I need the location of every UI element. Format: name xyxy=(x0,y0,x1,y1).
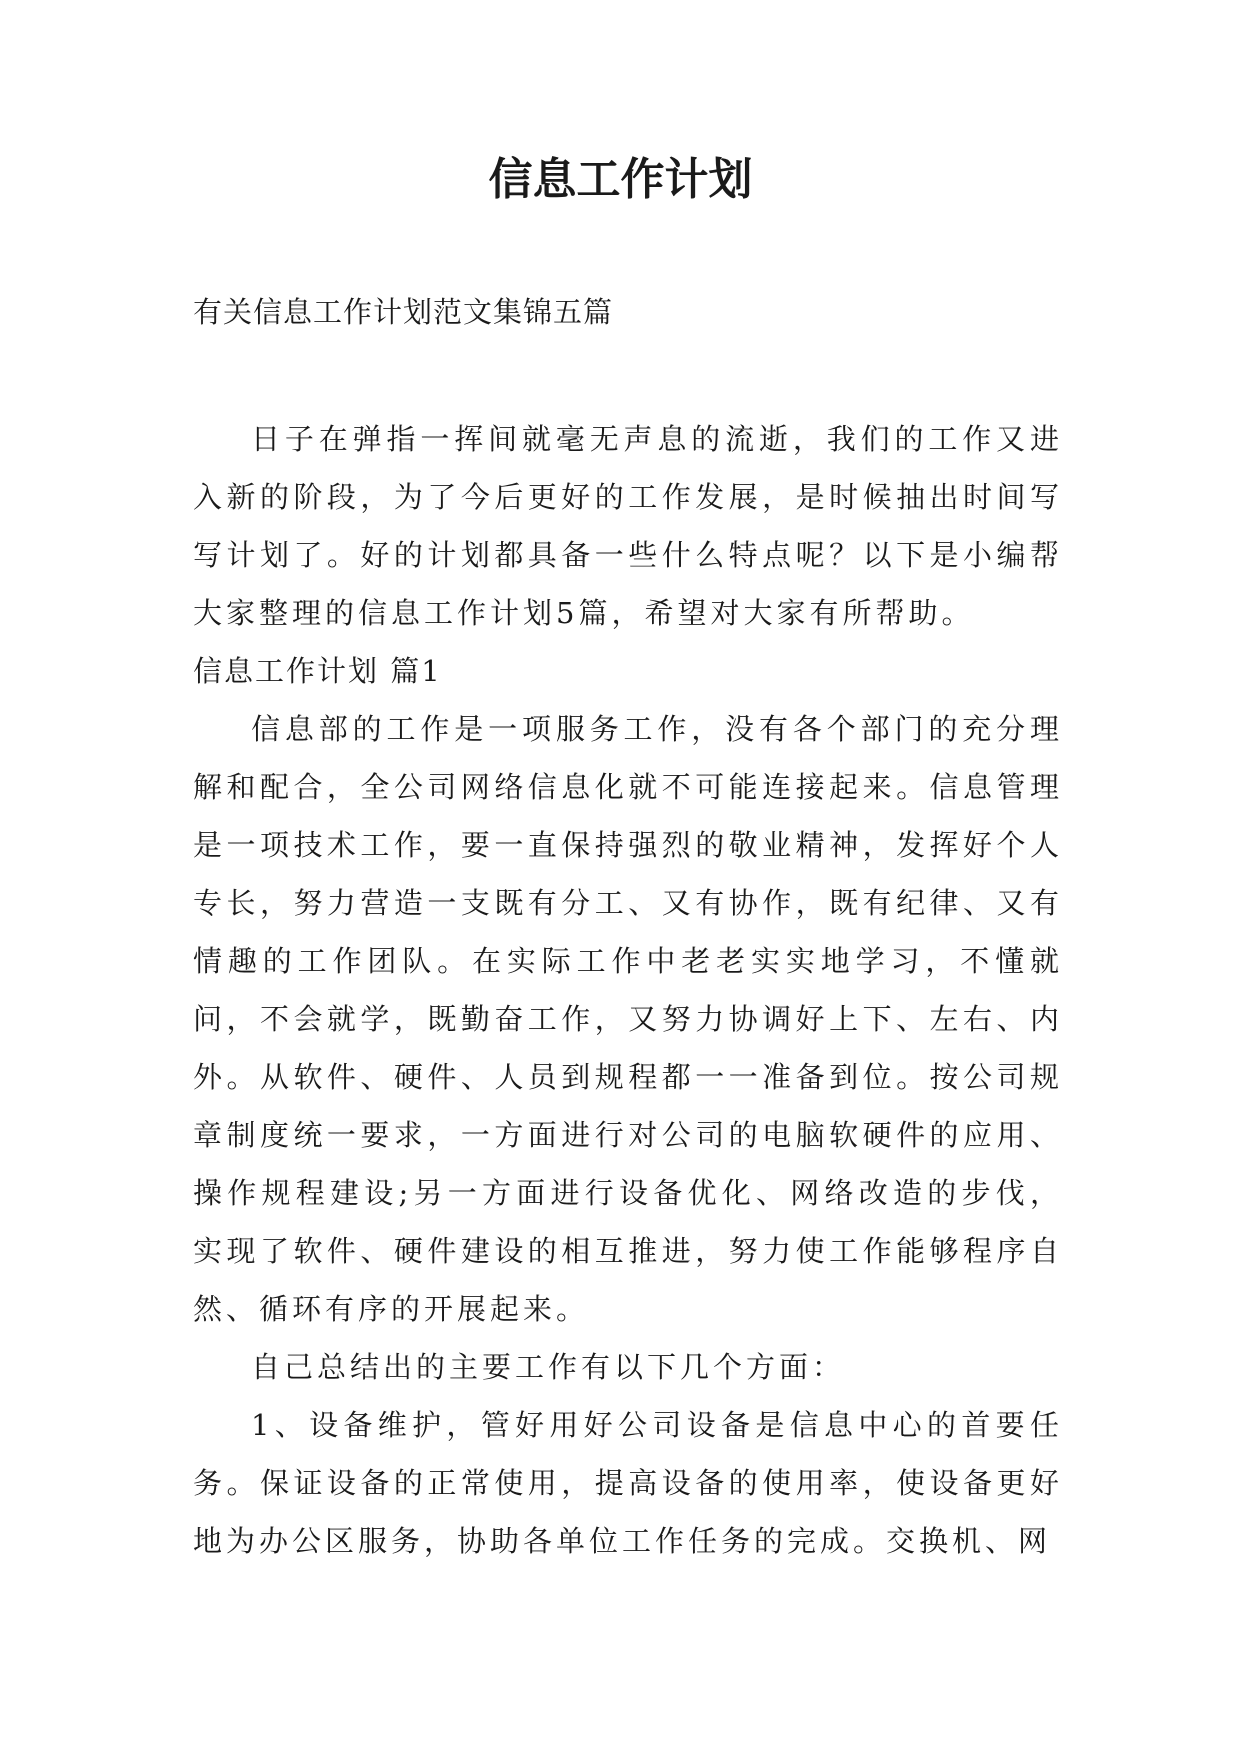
intro-paragraph: 日子在弹指一挥间就毫无声息的流逝，我们的工作又进入新的阶段，为了今后更好的工作发展，是时候抽出时间写写计划了。好的计划都具备一些什么特点呢？以下是小编帮大家整理的信息工作计划5篇，希望对大家有所帮助。 xyxy=(193,422,1063,630)
document-subtitle: 有关信息工作计划范文集锦五篇 xyxy=(193,295,614,329)
body-paragraph: 自己总结出的主要工作有以下几个方面： xyxy=(251,1350,846,1384)
body-paragraph: 信息部的工作是一项服务工作，没有各个部门的充分理解和配合，全公司网络信息化就不可能连接起来。信息管理是一项技术工作，要一直保持强烈的敬业精神，发挥好个人专长，努力营造一支既有分工、又有协作，既有纪律、又有情趣的工作团队。在实际工作中老老实实地学习，不懂就问，不会就学，既勤奋工作，又努力协调好上下、左右、内外。从软件、硬件、人员到规程都一一准备到位。按公司规章制度统一要求，一方面进行对公司的电脑软硬件的应用、操作规程建设;另一方面进行设备优化、网络改造的步伐，实现了软件、硬件建设的相互推进，努力使工作能够程序自然、循环有序的开展起来。 xyxy=(193,712,1063,1326)
document-body xyxy=(193,410,1063,1570)
document-title: 信息工作计划 xyxy=(488,154,753,205)
section-heading: 信息工作计划 篇1 xyxy=(193,654,442,688)
body-paragraph: 1、设备维护，管好用好公司设备是信息中心的首要任务。保证设备的正常使用，提高设备的使用率，使设备更好地为办公区服务，协助各单位工作任务的完成。交换机、网 xyxy=(193,1408,1063,1558)
